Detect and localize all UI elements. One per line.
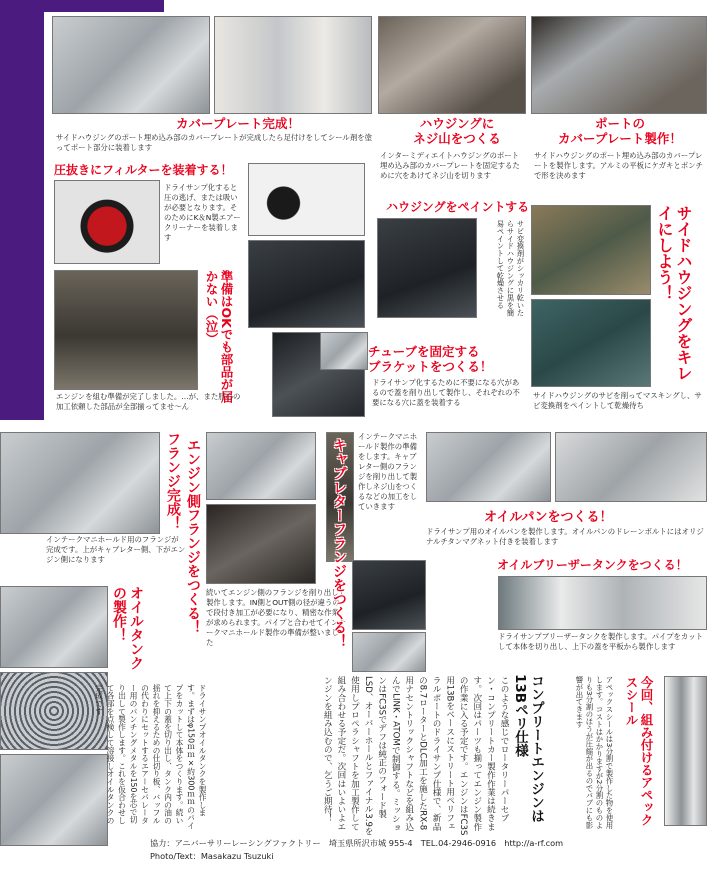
photo-engine-block-small [320,332,368,370]
caption-oil-pan: ドライサンプ用のオイルパンを製作します。オイルパンのドレーンボルトにはオリジナルチタンマグネット付きを装着します [426,527,704,546]
footer-photo-credit: Photo/Text：Masakazu Tsuzuki [150,851,274,861]
top-frame [44,0,164,12]
headline-flange-done: フランジ完成！ [165,432,181,530]
photo-caps [248,163,365,236]
photo-kn-filter [54,180,160,264]
photo-oil-tank-done [0,754,108,846]
caption-port-cover: サイドハウジングのポート埋め込み部のカバープレートを製作します。アルミの平板にケガキとポンチで形を決めます [534,151,703,180]
caption-cover-plate-done: サイドハウジングのポート埋め込み部のカバープレートが完成したら足付けをしてシール剤を塗ってポート部分に装着します [56,133,372,152]
headline-breather-tank: オイルブリーザータンクをつくる！ [497,558,688,572]
photo-carb-machining [352,560,426,630]
headline-cover-plate-done: カバープレート完成！ [176,116,300,131]
main-title: コンプリートエンジンは13Bペリ仕様 [512,674,544,823]
headline-paint: ハウジングをペイントする [386,200,530,214]
headline-parts-missing: 準備はOKでも部品が届かない（泣） [204,270,234,403]
headline-oil-tank: オイルタンクの製作！ [111,586,144,670]
photo-port-cover [531,16,707,114]
photo-side-housing-1 [531,205,651,295]
photo-intake-flange [0,432,160,534]
photo-oil-pan-1 [426,432,551,502]
photo-apex-seal [664,676,707,826]
headline-engine-flange: エンジン側フランジをつくる！ [185,438,201,634]
photo-painted-housing [377,218,477,318]
caption-neji-yama: インターミディエイトハウジングのポート埋め込み部のカバープレートを固定するために穴をあけてネジ山を切ります [380,151,520,180]
caption-engine-flange: 続いてエンジン側のフランジを削り出して製作します。IN側とOUT側の径が違うので段付き加工が必要になり、精密な作業が求められます。パイプと合わせてインテークマニホールド製作の準備が整いました [206,588,346,647]
photo-engine-prep [54,270,198,390]
caption-paint: サビ変換剤がシッカリ乾いたらサイドハウジングに黒を簡易ペイントして乾燥させる [496,220,525,317]
headline-neji-yama: ハウジングに ネジ山をつくる [413,116,501,146]
photo-carb-flange-finished [352,632,426,672]
headline-port-cover: ポートの カバープレート製作！ [558,116,682,146]
photo-side-housing-2 [531,299,651,387]
photo-oil-tank-pipe [0,586,108,668]
photo-engine-side-flange-2 [206,504,316,584]
headline-side-housing: サイドハウジングをキレイにしよう！ [655,205,693,381]
left-frame-top [0,0,44,420]
caption-apex: アペックスシールは3分割で製作した物を使用します。コストはかかりますが2分割のものよりも3分割のほうが圧縮が出るのでバブにも影響が出てきます [575,676,614,829]
headline-tube-bracket: チューブを固定する ブラケットをつくる！ [368,344,493,374]
photo-engine-side-flange-1 [206,432,316,500]
footer-credit: 協力：アニバーサリーレーシングファクトリー 埼玉県所沢市城 955-4 TEL.04-2946-0916 http://a-rf.com [150,838,564,848]
photo-tube-part [248,240,365,328]
photo-breather-tank [498,576,707,630]
headline-filter: 圧抜きにフィルターを装着する！ [54,163,233,177]
caption-breather-tank: ドライサンプブリーザータンクを製作します。パイプをカットして本体を切り出し、上下の蓋を平板から製作します [498,632,704,651]
photo-punching-metal [0,672,108,750]
photo-cover-plates-1 [52,16,210,114]
headline-carb-flange: キャブレターフランジをつくる！ [331,438,347,648]
page-number: 123 [18,846,34,855]
caption-flange-done: インテークマニホールド用のフランジが完成です。上がキャブレター側、下がエンジン側になります [46,535,186,564]
headline-apex: 今回、組み付けるアペックスシール [624,676,654,826]
photo-housing-thread [378,16,526,114]
main-body-text: このような感じでロータリーパーセブン・コンプリートカー製作作業は続きます。次回はパーツも揃ってエンジン製作の作業に入る予定です。エンジンはFC3S用13Bをベースにストリート用ペリフェラルポートのドライサンプ仕様で、新品の8.7ローターとDLC加工を施したRX-8用ナセントリックシャフトなどを組み込んでLINK・ATOMで制御する。ミッションはFC3Sでデフは純正のフォード製LSD、オーバーホールとファイナル3.9を使用しプロペラシャフトを加工製作して組み合わせる予定だ。次回はいよいよエンジンを組み込むので、乞うご期待！ [322,676,509,836]
caption-filter: ドライサンプ化すると圧の逃げ、または吸いが必要となります。そのためにK＆N製エアークリーナーを装着します [164,183,241,242]
photo-oil-pan-2 [555,432,707,502]
caption-side-housing: サイドハウジングのサビを削ってマスキングし、サビ変換剤をペイントして乾燥待ち [533,391,702,410]
photo-cover-plates-2 [214,16,372,114]
caption-carb-flange: インテークマニホールド製作の準備をします。キャブレター側のフランジを削り出して製作しネジ山をつくるなどの加工をしていきます [358,432,418,511]
caption-parts-missing: エンジンを組む準備が完了しました。…が、また肝心の加工依頼した部品が全部揃ってませ～ん [56,392,241,411]
headline-oil-pan: オイルパンをつくる！ [484,510,613,525]
caption-tube-bracket: ドライサンプ化するために不要になる穴があるので蓋を削り出して製作し、それぞれの不要になる穴に蓋を装着する [372,378,520,407]
body-oil-tank: ドライサンプオイルタンクを製作します。まずはφ150ｍｍ×約300ｍｍのパイプをカットして本体をつくります。続いて上下の蓋を切り出し、タンク内の油の揺れを抑えるための仕切り板、バッフルの代わりにセットするエアーセパレーター用のパンチングメタルを150を芯で切り出して製作します。これを仮合わせして各部を点検して溶接しオイルタンクの完成です [94,684,207,830]
